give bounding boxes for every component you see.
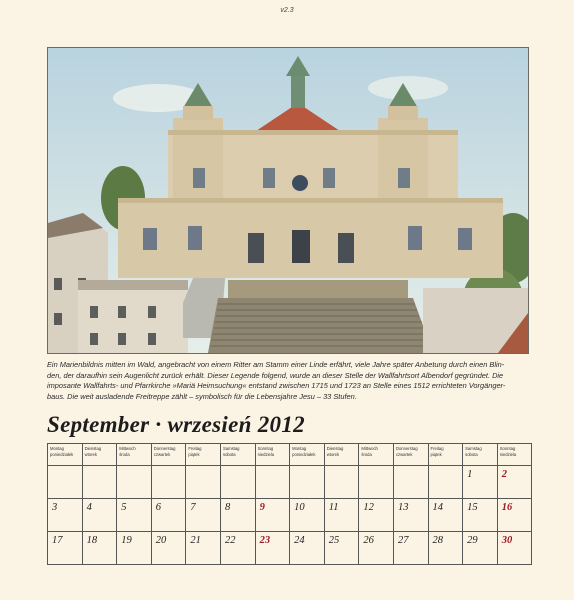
week-row: [48, 499, 532, 532]
day-number: 27: [397, 535, 409, 546]
day-cell: [428, 466, 463, 499]
day-number: 7: [190, 502, 196, 513]
caption-line: Ein Marienbildnis mitten im Wald, angebracht von einem Ritter am Stamm einer Linde erfährt, viele Jahre später Anbetung durch einen Blin-: [47, 360, 505, 369]
day-cell: [220, 532, 255, 565]
day-cell: [82, 466, 117, 499]
sunday-number: 9: [259, 502, 265, 513]
sunday-number: 16: [501, 502, 513, 513]
weekday-de: Dienstag: [326, 446, 344, 451]
day-number: 8: [224, 502, 231, 513]
weekday-header: [255, 444, 290, 466]
day-cell: [220, 499, 255, 532]
day-cell: [48, 532, 83, 565]
sunday-number: 2: [501, 469, 507, 480]
day-cell: [359, 532, 394, 565]
weekday-pl: środa: [119, 452, 130, 457]
day-number: [117, 466, 151, 469]
day-cell: [428, 499, 463, 532]
day-number: [186, 466, 220, 469]
weekday-pl: poniedziałek: [292, 452, 316, 457]
weekday-pl: piątek: [430, 452, 442, 457]
day-number: [48, 466, 82, 469]
weekday-header-row: [48, 444, 532, 466]
weekday-header: [48, 444, 83, 466]
day-cell: [290, 532, 325, 565]
sunday-number: 23: [259, 535, 271, 546]
day-cell: [151, 532, 186, 565]
month-title: September · wrzesień 2012: [47, 412, 305, 437]
weekday-de: Sonntag: [257, 446, 274, 451]
day-number: 15: [467, 502, 478, 513]
day-number: 13: [397, 502, 409, 513]
weekday-header: [151, 444, 186, 466]
weekday-header: [82, 444, 117, 466]
weekday-header: [220, 444, 255, 466]
weekday-de: Mittwoch: [119, 446, 136, 451]
day-number: 12: [363, 502, 374, 513]
calendar-grid: [47, 443, 532, 565]
day-cell: [359, 466, 394, 499]
day-cell: [220, 466, 255, 499]
weekday-de: Freitag: [430, 446, 444, 451]
weekday-de: Donnerstag: [395, 446, 418, 451]
day-number: 17: [52, 535, 63, 546]
day-number: [394, 466, 428, 469]
day-number: [359, 466, 393, 469]
day-number: 18: [86, 535, 98, 546]
day-number: [290, 466, 324, 469]
weekday-pl: środa: [361, 452, 372, 457]
day-cell: [48, 466, 83, 499]
day-number: 19: [121, 535, 132, 546]
day-cell: [393, 466, 428, 499]
photo-caption: [47, 360, 529, 402]
sunday-number: [256, 466, 290, 469]
weekday-pl: sobota: [465, 452, 478, 457]
day-cell: [324, 532, 359, 565]
day-cell: [117, 499, 152, 532]
weekday-pl: piątek: [188, 452, 200, 457]
day-cell: [463, 532, 498, 565]
day-number: 29: [467, 535, 478, 546]
day-number: [221, 466, 255, 469]
day-cell: [290, 466, 325, 499]
week-row: [48, 466, 532, 499]
weekday-de: Dienstag: [84, 446, 102, 451]
day-number: 22: [224, 535, 236, 546]
day-number: 25: [328, 535, 340, 546]
weekday-pl: wtorek: [326, 452, 340, 457]
caption-line: den, der daraufhin sein Augenlicht zurück erhält. Dieser Legende folgend, wurde an dieser Stelle der Wallfahrtsort Albendorf gegründet. Die: [47, 370, 504, 380]
weekday-header: [290, 444, 325, 466]
weekday-pl: czwartek: [395, 452, 413, 457]
day-number: 5: [121, 502, 127, 513]
day-number: 14: [432, 502, 444, 513]
weekday-header: [359, 444, 394, 466]
weekday-pl: poniedziałek: [50, 452, 74, 457]
weekday-header: [324, 444, 359, 466]
day-number: 3: [52, 502, 58, 513]
weekday-header: [393, 444, 428, 466]
weekday-pl: wtorek: [84, 452, 97, 457]
day-number: [429, 466, 463, 469]
day-cell: [463, 466, 498, 499]
day-cell: [255, 466, 290, 499]
day-cell: [428, 532, 463, 565]
sunday-number: 30: [501, 535, 513, 546]
day-number: [325, 466, 359, 469]
weekday-pl: niedziela: [257, 452, 275, 457]
day-cell: [497, 499, 532, 532]
day-cell: [324, 466, 359, 499]
day-number: 4: [86, 502, 92, 513]
day-cell: [290, 499, 325, 532]
weekday-header: [497, 444, 532, 466]
day-number: 10: [294, 502, 305, 513]
page-number: v2.3: [280, 7, 294, 14]
day-number: [83, 466, 117, 469]
day-cell: [497, 466, 532, 499]
weekday-de: Freitag: [188, 446, 202, 451]
day-number: 1: [467, 469, 473, 480]
weekday-de: Sonntag: [499, 446, 516, 451]
weekday-pl: czwartek: [153, 452, 171, 457]
weekday-header: [117, 444, 152, 466]
day-cell: [48, 499, 83, 532]
weekday-de: Mittwoch: [361, 446, 378, 451]
day-cell: [463, 499, 498, 532]
day-cell: [186, 466, 221, 499]
day-number: 28: [432, 535, 444, 546]
week-row: [48, 532, 532, 565]
weekday-header: [186, 444, 221, 466]
day-cell: [82, 499, 117, 532]
day-number: 26: [363, 535, 374, 546]
day-cell: [359, 499, 394, 532]
weekday-pl: sobota: [222, 452, 236, 457]
weekday-de: Montag: [50, 446, 64, 451]
weekday-pl: niedziela: [499, 452, 517, 457]
day-cell: [151, 466, 186, 499]
weekday-de: Montag: [292, 446, 307, 451]
caption-line: baus. Die weit ausladende Freitreppe zählt – symbolisch für die Lebensjahre Jesu – 33 Stufen.: [47, 391, 357, 401]
day-number: 20: [155, 535, 167, 546]
day-number: 24: [294, 535, 305, 546]
day-cell: [255, 532, 290, 565]
weekday-header: [463, 444, 498, 466]
day-cell: [186, 532, 221, 565]
weekday-de: Donnerstag: [153, 446, 176, 451]
day-number: 21: [190, 535, 201, 546]
day-number: 11: [328, 502, 339, 513]
basilica-illustration: [48, 48, 528, 353]
day-cell: [186, 499, 221, 532]
day-cell: [393, 532, 428, 565]
day-number: 6: [155, 502, 162, 513]
day-number: [152, 466, 186, 469]
weekday-header: [428, 444, 463, 466]
day-cell: [393, 499, 428, 532]
weekday-de: Samstag: [465, 446, 482, 451]
day-cell: [82, 532, 117, 565]
church-photo: [47, 47, 529, 354]
day-cell: [497, 532, 532, 565]
day-cell: [324, 499, 359, 532]
day-cell: [151, 499, 186, 532]
weekday-de: Samstag: [222, 446, 240, 451]
day-cell: [117, 466, 152, 499]
day-cell: [117, 532, 152, 565]
day-cell: [255, 499, 290, 532]
caption-line: imposante Wallfahrts- und Pfarrkirche »Mariä Heimsuchung« entstand zwischen 1715 und 1723 an Stelle eines 1512 errichteten Vorgänger-: [47, 381, 506, 391]
